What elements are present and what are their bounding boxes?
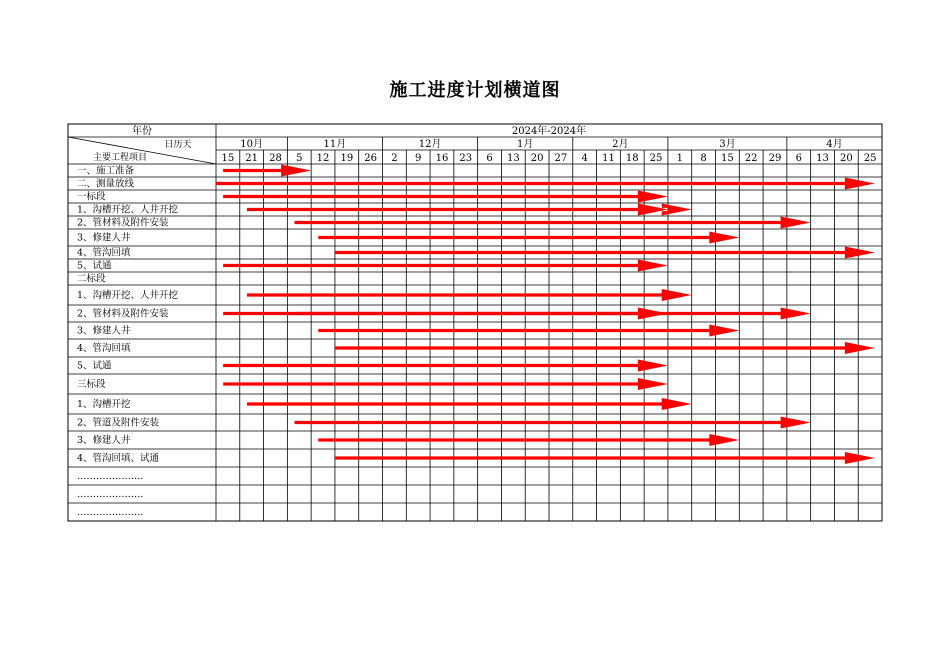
schedule-bar (223, 360, 668, 372)
day-label: 19 (340, 153, 354, 164)
task-label: 5、试通 (77, 260, 112, 272)
schedule-bar (318, 434, 739, 446)
month-label: 12月 (418, 139, 442, 150)
day-label: 1 (676, 153, 684, 164)
task-label: 三标段 (77, 379, 106, 390)
day-label: 13 (506, 153, 520, 164)
task-label: 1、沟槽开挖 (77, 399, 131, 410)
schedule-bar (318, 232, 739, 244)
schedule-bar (247, 204, 668, 216)
schedule-bar (216, 178, 875, 190)
month-label: 3月 (719, 139, 736, 150)
day-label: 12 (316, 153, 330, 164)
year-label: 年份 (132, 126, 152, 137)
task-label: ………………… (77, 471, 144, 482)
task-label: 一、施工准备 (77, 165, 135, 177)
day-label: 21 (245, 153, 259, 164)
task-label: 3、修建人井 (77, 325, 131, 337)
task-label: 二标段 (77, 273, 106, 285)
schedule-bar (247, 289, 692, 301)
items-label: 主要工程项目 (92, 153, 148, 163)
day-label: 8 (700, 153, 707, 164)
day-label: 25 (863, 153, 877, 164)
day-label: 6 (486, 153, 493, 164)
schedule-bar (294, 417, 810, 429)
day-label: 26 (364, 153, 377, 164)
task-label: 二、测量放线 (77, 178, 135, 190)
schedule-bar (247, 398, 692, 410)
schedule-bar (223, 378, 668, 390)
task-label: 1、沟槽开挖、人井开挖 (77, 290, 179, 301)
day-label: 4 (581, 153, 588, 164)
day-label: 2 (391, 153, 398, 164)
task-label: ………………… (77, 507, 144, 518)
task-label: 1、沟槽开挖、人井开挖 (77, 204, 179, 216)
task-label: 4、管沟回填 (77, 343, 131, 354)
calendar-label: 日历天 (164, 140, 192, 150)
schedule-bar (294, 217, 810, 229)
schedule-bar (223, 260, 668, 272)
day-label: 15 (721, 153, 734, 164)
task-label: 4、管沟回填 (77, 247, 131, 259)
task-label: 3、修建人井 (77, 435, 131, 446)
day-label: 23 (459, 153, 473, 164)
day-label: 20 (530, 153, 544, 164)
task-label: 2、管材料及附件安装 (77, 217, 169, 229)
year-range: 2024年-2024年 (511, 126, 587, 137)
day-label: 25 (649, 153, 663, 164)
task-label: 5、试通 (77, 360, 112, 372)
day-label: 5 (296, 153, 303, 164)
day-label: 6 (795, 153, 802, 164)
day-label: 9 (414, 153, 422, 164)
day-label: 22 (744, 153, 758, 164)
schedule-bar (294, 308, 810, 320)
day-label: 16 (435, 153, 449, 164)
month-label: 4月 (826, 139, 843, 150)
day-label: 27 (554, 153, 568, 164)
schedule-bar (335, 452, 875, 464)
month-label: 1月 (517, 139, 534, 150)
month-label: 11月 (323, 139, 347, 150)
page-title: 施工进度计划横道图 (389, 80, 561, 101)
task-label: 3、修建人井 (77, 232, 131, 244)
schedule-bar (335, 247, 875, 259)
schedule-bar (223, 191, 668, 203)
schedule-bar (335, 342, 875, 354)
day-label: 29 (768, 153, 782, 164)
task-label: 4、管沟回填、试通 (77, 453, 160, 464)
task-label: 2、管道及附件安装 (77, 417, 160, 429)
day-label: 15 (221, 153, 235, 164)
day-label: 18 (625, 153, 639, 164)
task-label: 2、管材料及附件安装 (77, 308, 169, 320)
day-label: 13 (816, 153, 829, 164)
task-label: ………………… (77, 489, 144, 500)
day-label: 20 (839, 153, 853, 164)
month-label: 2月 (612, 139, 629, 150)
task-label: 一标段 (77, 191, 106, 203)
schedule-bar (223, 165, 311, 177)
day-label: 28 (269, 153, 282, 164)
day-label: 11 (602, 153, 615, 164)
schedule-bar (318, 325, 739, 337)
month-label: 10月 (240, 139, 264, 150)
